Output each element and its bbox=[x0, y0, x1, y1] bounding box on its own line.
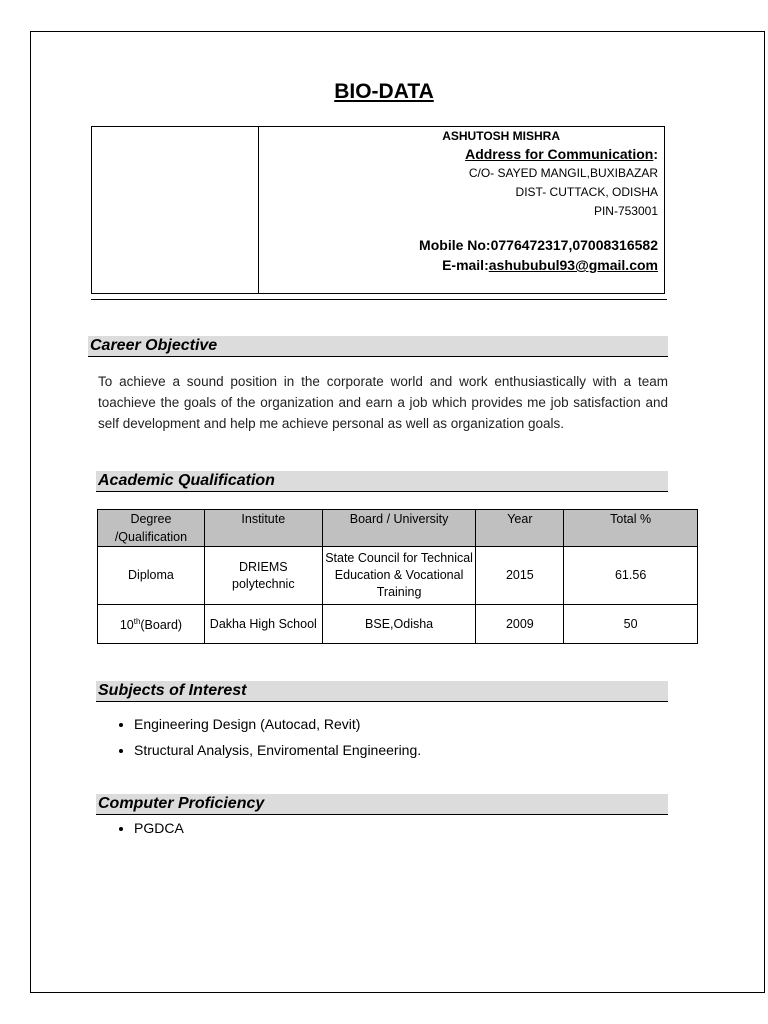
email-link[interactable]: ashububul93@gmail.com bbox=[488, 257, 658, 273]
board-cell: BSE,Odisha bbox=[322, 605, 476, 644]
address-line: C/O- SAYED MANGIL,BUXIBAZAR bbox=[468, 166, 658, 180]
candidate-name: ASHUTOSH MISHRA bbox=[442, 129, 560, 143]
table-row bbox=[98, 605, 698, 644]
board-cell: State Council for Technical Education & Vocational Training bbox=[322, 547, 476, 605]
header-box bbox=[91, 126, 665, 294]
list-item: • Structural Analysis, Enviromental Engineering. bbox=[134, 737, 421, 763]
mobile-number: Mobile No:0776472317,07008316582 bbox=[419, 237, 658, 253]
qualification-table bbox=[97, 509, 698, 644]
section-academic-qualification: Academic Qualification bbox=[96, 471, 668, 492]
list-item: • Engineering Design (Autocad, Revit) bbox=[134, 711, 421, 737]
career-objective-text: To achieve a sound position in the corporate world and work enthusiastically with a team toachieve the goals of the organization and earn a job which provides me job satisfaction and self development and help me achieve personal as well as organization goals. bbox=[98, 374, 668, 431]
column-header: Degree /Qualification bbox=[98, 510, 205, 547]
header-divider bbox=[91, 299, 667, 300]
degree-cell: Diploma bbox=[98, 547, 205, 605]
degree-cell: 10th(Board) bbox=[98, 605, 205, 644]
page-title: BIO-DATA bbox=[334, 80, 434, 103]
section-subjects-of-interest: Subjects of Interest bbox=[96, 681, 668, 702]
photo-placeholder bbox=[92, 127, 259, 293]
column-header: Year bbox=[476, 510, 564, 547]
section-computer-proficiency: Computer Proficiency bbox=[96, 794, 668, 815]
year-cell: 2015 bbox=[476, 547, 564, 605]
address-line: PIN-753001 bbox=[593, 204, 658, 218]
column-header: Board / University bbox=[322, 510, 476, 547]
total-cell: 61.56 bbox=[564, 547, 698, 605]
column-header: Total % bbox=[564, 510, 698, 547]
computer-list bbox=[114, 815, 184, 841]
address-line: DIST- CUTTACK, ODISHA bbox=[515, 185, 658, 199]
subjects-list bbox=[114, 711, 421, 763]
list-item: • PGDCA bbox=[134, 815, 184, 841]
column-header: Institute bbox=[204, 510, 322, 547]
email-line: E-mail:ashububul93@gmail.com bbox=[442, 257, 658, 273]
address-heading: Address for Communication: bbox=[465, 146, 658, 162]
section-career-objective: Career Objective bbox=[88, 336, 668, 357]
institute-cell: DRIEMS polytechnic bbox=[204, 547, 322, 605]
table-row bbox=[98, 547, 698, 605]
total-cell: 50 bbox=[564, 605, 698, 644]
year-cell: 2009 bbox=[476, 605, 564, 644]
institute-cell: Dakha High School bbox=[204, 605, 322, 644]
table-header-row bbox=[98, 510, 698, 547]
